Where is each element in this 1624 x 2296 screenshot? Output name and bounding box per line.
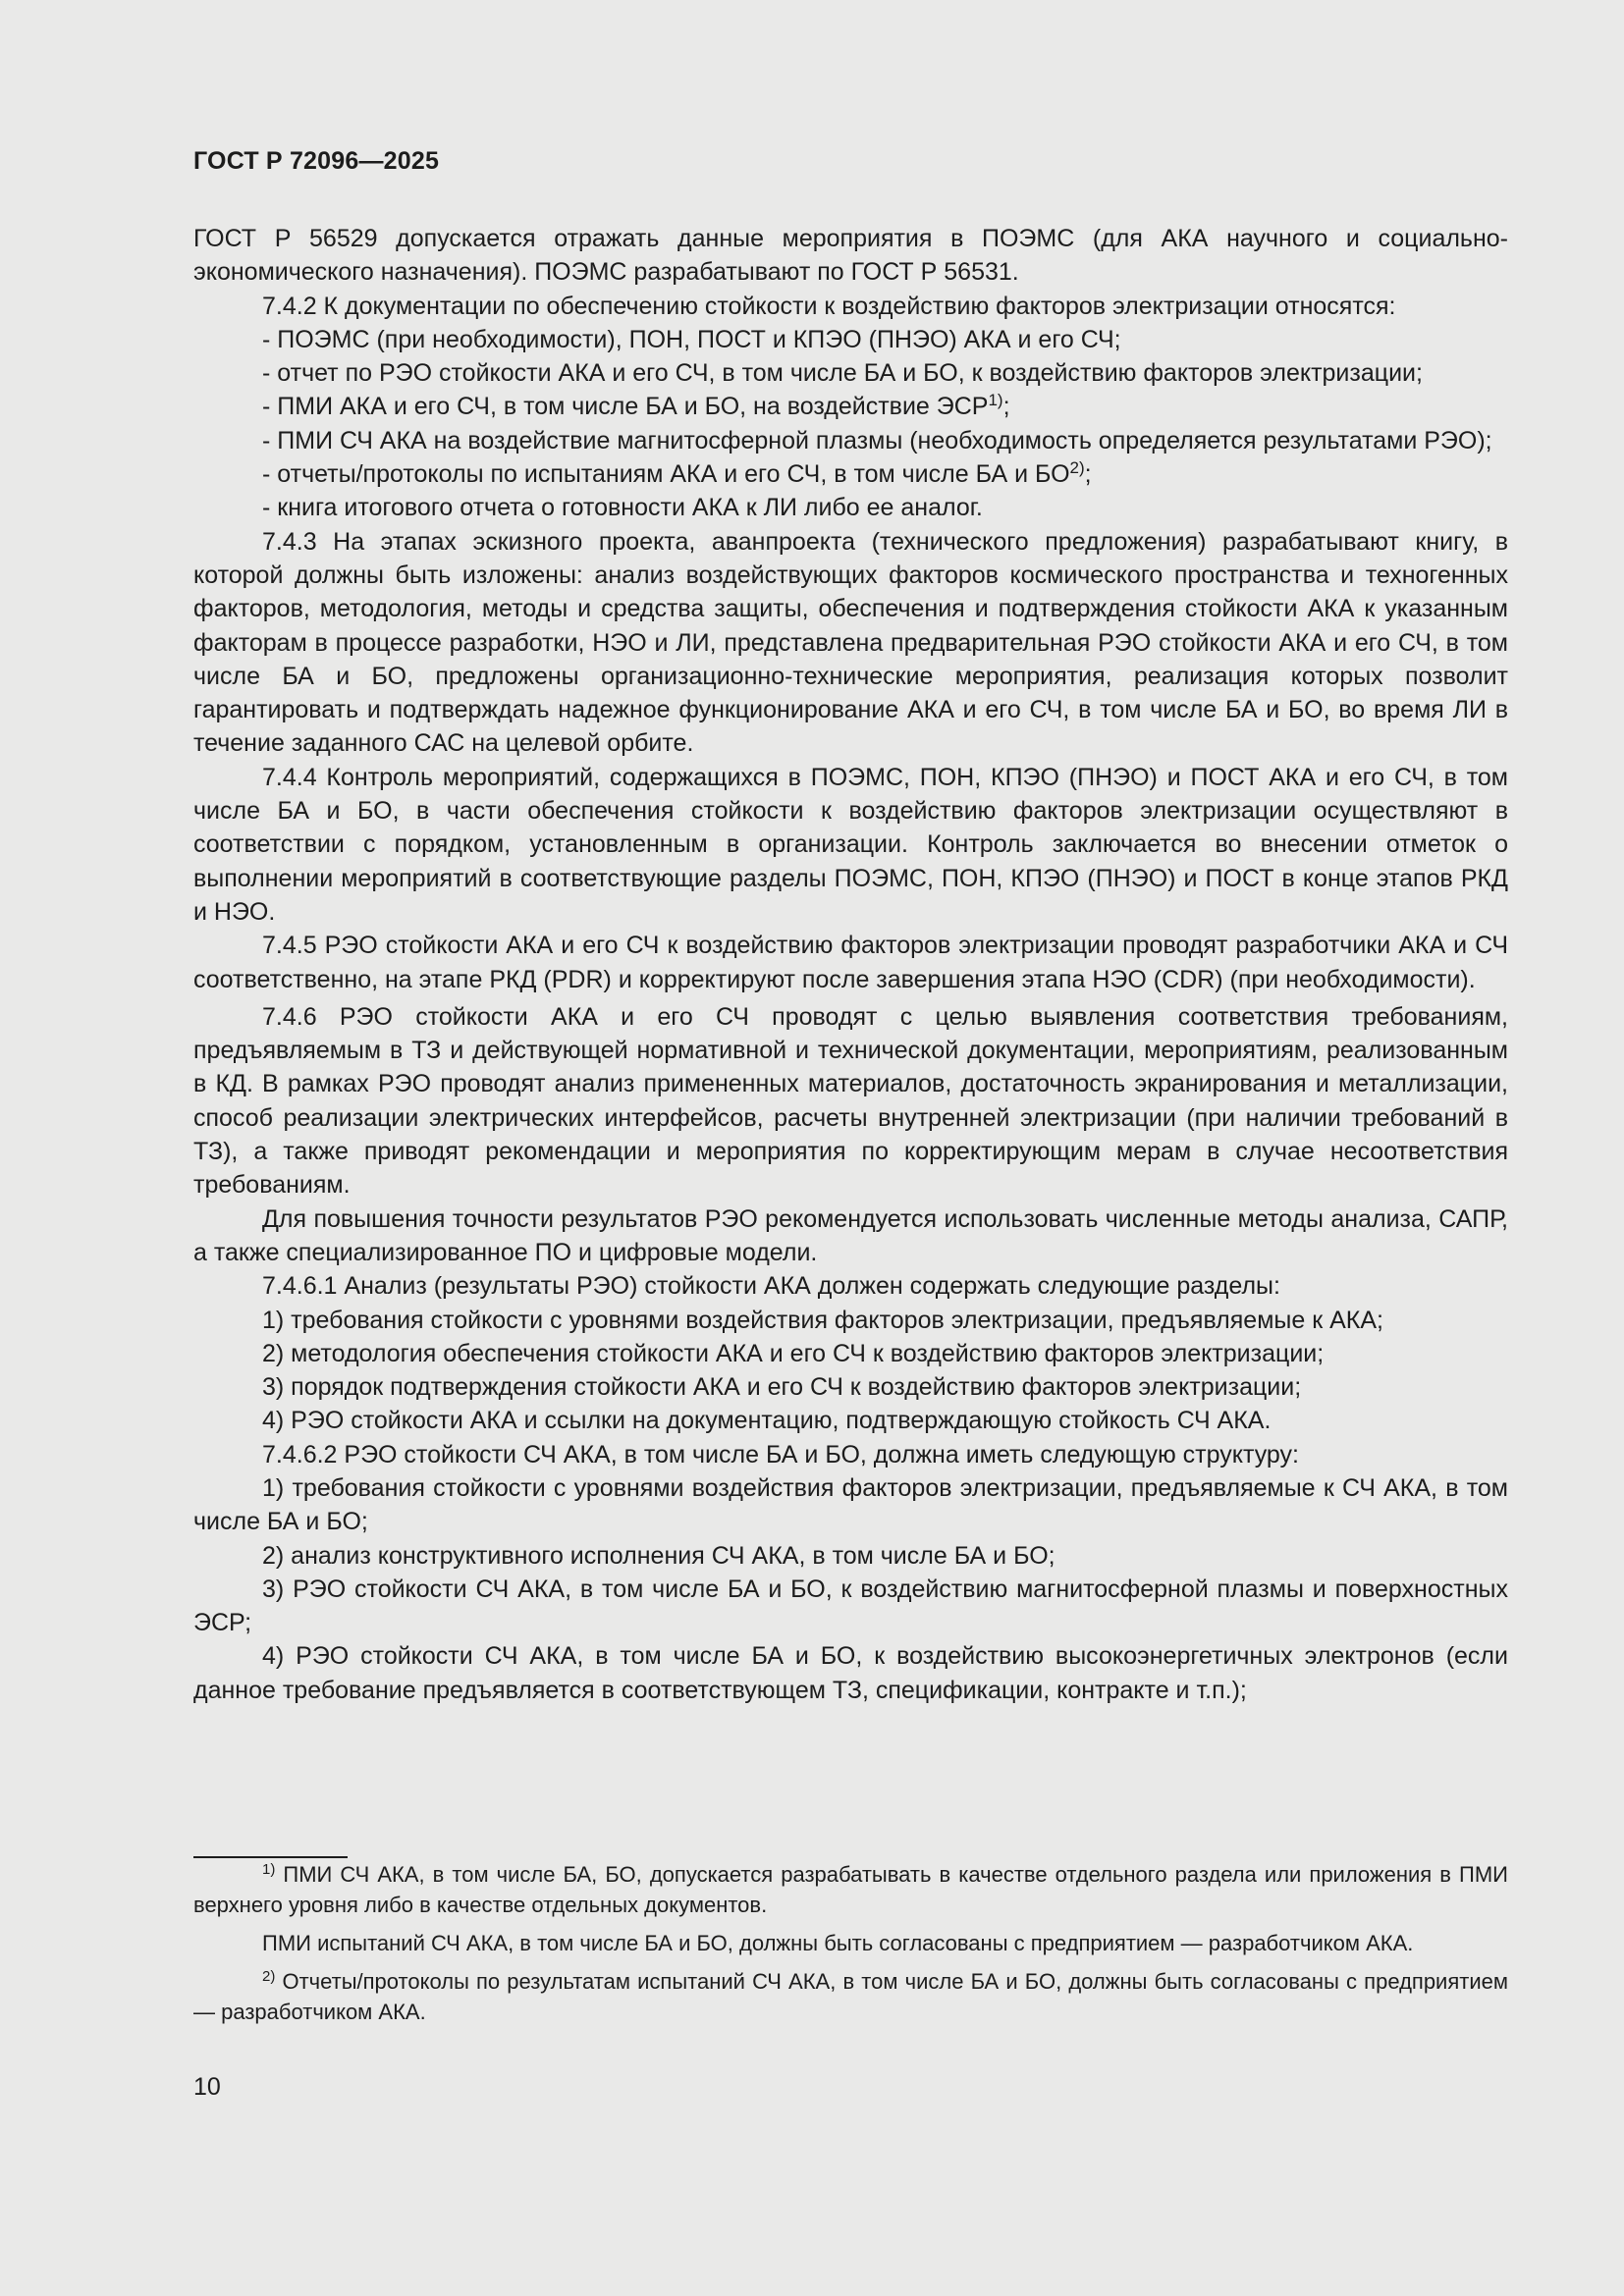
list-item-text: - отчеты/протоколы по испытаниям АКА и его СЧ, в том числе БА и БО [262,460,1070,489]
list-item-punct: ; [1002,393,1010,421]
footnotes [193,1859,1508,2027]
clause-7-4-2: 7.4.2 К документации по обеспечению стойкости к воздействию факторов электризации относятся: [262,292,1396,320]
list-item: 2) анализ конструктивного исполнения СЧ АКА, в том числе БА и БО; [262,1541,1056,1570]
list-item: - книга итогового отчета о готовности АКА к ЛИ либо ее аналог. [262,494,983,522]
clause-7-4-6: 7.4.6 РЭО стойкости АКА и его СЧ проводят с целью выявления соответствия требованиям, предъявляемым в ТЗ и действующей нормативной и технической документации, мероприятиям, реализованным в КД. В рамках РЭО проводят анализ примененных материалов, достаточность экранирования и металлизации, способ реализации электрических интерфейсов, расчеты внутренней электризации (при наличии требований в ТЗ), а также приводят рекомендации и мероприятия по корректирующим мерам в случае несоответствия требованиям. [193,1002,1508,1200]
paragraph-continuation: ГОСТ Р 56529 допускается отражать данные мероприятия в ПОЭМС (для АКА научного и социально-экономического назначения). ПОЭМС разрабатывают по ГОСТ Р 56531. [193,225,1508,287]
list-item: - ПМИ СЧ АКА на воздействие магнитосферной плазмы (необходимость определяется результатами РЭО); [262,426,1492,454]
list-item: - отчет по РЭО стойкости АКА и его СЧ, в том числе БА и БО, к воздействию факторов электризации; [262,359,1423,388]
footnote-text: Отчеты/протоколы по результатам испытаний СЧ АКА, в том числе БА и БО, должны быть согласованы с предприятием — разработчиком АКА. [193,1969,1508,2024]
list-item: 4) РЭО стойкости СЧ АКА, в том числе БА и БО, к воздействию высокоэнергетичных электронов (если данное требование предъявляется в соответствующем ТЗ, спецификации, контракте и т.п.); [193,1642,1508,1704]
list-item [193,390,1508,423]
footnote-2 [193,1966,1508,2027]
list-item: 3) порядок подтверждения стойкости АКА и его СЧ к воздействию факторов электризации; [262,1373,1302,1402]
clause-7-4-6-2: 7.4.6.2 РЭО стойкости СЧ АКА, в том числе БА и БО, должна иметь следующую структуру: [262,1440,1299,1468]
list-item: 1) требования стойкости с уровнями воздействия факторов электризации, предъявляемые к СЧ АКА, в том числе БА и БО; [193,1473,1508,1536]
list-item [193,457,1508,491]
clause-7-4-5: 7.4.5 РЭО стойкости АКА и его СЧ к воздействию факторов электризации проводят разработчики АКА и СЧ соответственно, на этапе РКД (PDR) и корректируют после завершения этапа НЭО (CDR) (при необходимости). [193,932,1508,993]
list-item-text: - ПМИ АКА и его СЧ, в том числе БА и БО, на воздействие ЭСР [262,393,989,421]
clause-7-4-3: 7.4.3 На этапах эскизного проекта, аванпроекта (технического предложения) разрабатывают книгу, в которой должны быть изложены: анализ воздействующих факторов космического пространства и техногенных факторов, методология, методы и средства защиты, обеспечения и подтверждения стойкости АКА к указанным факторам в процессе разработки, НЭО и ЛИ, представлена предварительная РЭО стойкости АКА и его СЧ, в том числе БА и БО, предложены организационно-технические мероприятия, реализация которых позволит гарантировать и подтверждать надежное функционирование АКА и его СЧ, в том числе БА и БО, во время ЛИ в течение заданного САС на целевой орбите. [193,527,1508,758]
footnote-ref: 1) [988,391,1003,410]
page-number: 10 [193,2073,221,2101]
document-header: ГОСТ Р 72096—2025 [193,147,440,175]
clause-7-4-6-1: 7.4.6.1 Анализ (результаты РЭО) стойкости АКА должен содержать следующие разделы: [262,1272,1280,1301]
body-text [193,222,1508,1707]
footnote-mark: 1) [262,1861,276,1878]
list-item: 1) требования стойкости с уровнями воздействия факторов электризации, предъявляемые к АКА; [262,1306,1383,1334]
footnote-divider [193,1856,348,1858]
list-item: 4) РЭО стойкости АКА и ссылки на документацию, подтверждающую стойкость СЧ АКА. [262,1407,1272,1435]
footnote-ref: 2) [1069,458,1085,478]
footnote-mark: 2) [262,1968,276,1985]
footnote-1-continued: ПМИ испытаний СЧ АКА, в том числе БА и БО, должны быть согласованы с предприятием — разработчиком АКА. [262,1931,1414,1955]
list-item: 2) методология обеспечения стойкости АКА и его СЧ к воздействию факторов электризации; [262,1339,1325,1367]
list-item-punct: ; [1084,460,1092,489]
footnote-text: ПМИ СЧ АКА, в том числе БА, БО, допускается разрабатывать в качестве отдельного раздела или приложения в ПМИ верхнего уровня либо в качестве отдельных документов. [193,1862,1508,1917]
clause-7-4-4: 7.4.4 Контроль мероприятий, содержащихся в ПОЭМС, ПОН, КПЭО (ПНЭО) и ПОСТ АКА и его СЧ, в том числе БА и БО, в части обеспечения стойкости к воздействию факторов электризации осуществляют в соответствии с порядком, установленным в организации. Контроль заключается во внесении отметок о выполнении мероприятий в соответствующие разделы ПОЭМС, ПОН, КПЭО (ПНЭО) и ПОСТ в конце этапов РКД и НЭО. [193,763,1508,926]
list-item: - ПОЭМС (при необходимости), ПОН, ПОСТ и КПЭО (ПНЭО) АКА и его СЧ; [262,325,1121,353]
list-item: 3) РЭО стойкости СЧ АКА, в том числе БА и БО, к воздействию магнитосферной плазмы и поверхностных ЭСР; [193,1575,1508,1637]
footnote-1 [193,1859,1508,1920]
paragraph: Для повышения точности результатов РЭО рекомендуется использовать численные методы анализа, САПР, а также специализированное ПО и цифровые модели. [193,1204,1508,1266]
